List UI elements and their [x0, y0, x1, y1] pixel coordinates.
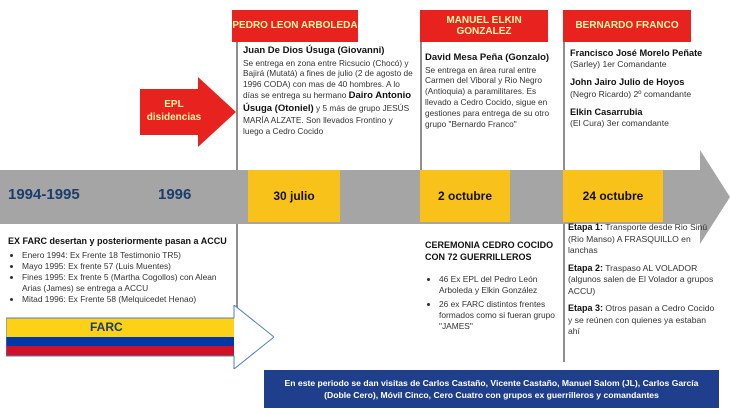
ex-farc-block [8, 236, 234, 305]
header-pedro-label: PEDRO LEON ARBOLEDA [232, 20, 358, 32]
date-30-julio-label: 30 julio [273, 189, 315, 203]
etapa-2 [568, 263, 718, 298]
col2-name: David Mesa Peña (Gonzalo) [425, 52, 550, 63]
date-2-octubre-label: 2 octubre [437, 189, 492, 203]
header-bernardo-label: BERNARDO FRANCO [575, 20, 679, 32]
ceremony-heading: CEREMONIA CEDRO COCIDO CON 72 GUERRILLEROS [425, 240, 554, 262]
list-item: • Enero 1994: Ex Frente 18 Testimonio TR5) [22, 250, 234, 261]
col3-role2: (Negro Ricardo) 2º comandante [570, 88, 692, 99]
etapa-2-label: Etapa 2: [568, 262, 604, 273]
header-manuel-line1: MANUEL ELKIN [446, 14, 522, 26]
col3-name2: John Jairo Julio de Hoyos [570, 77, 685, 88]
ceremony-list [425, 274, 557, 332]
banner-line-1: En este periodo se dan visitas de Carlos Castaño, Vicente Castaño, Manuel Salom (JL), Carlos García [284, 377, 699, 388]
date-box-24-octubre [563, 170, 663, 222]
header-pedro-leon-arboleda [232, 10, 358, 42]
col1-name: Juan De Dios Úsuga (Giovanni) [243, 45, 385, 56]
etapa-3 [568, 303, 718, 338]
list-item: • 46 Ex EPL del Pedro León Arboleda y Elkin González [439, 274, 557, 296]
bottom-info-banner [264, 370, 719, 408]
col3-name3: Elkin Casarrubia [570, 106, 643, 117]
header-bernardo-franco [563, 10, 691, 42]
date-box-30-julio [248, 170, 340, 222]
col1-bold-name: Dairo Antonio Úsuga (Otoniel) [243, 90, 412, 114]
timeline-year-1996: 1996 [158, 186, 192, 203]
col3-name1: Francisco José Morelo Peñate [570, 48, 703, 58]
col1-text1: Se entrega en zona entre Ricsucio (Chocó) y Bajirá (Mutatá) a fines de julio (2 de agosto de 1996 CODA) con mas de 40 hombres. A lo días se entrega su hermano [243, 57, 413, 101]
col3-role3: (El Cura) 3er comandante [570, 118, 669, 129]
etapa-1-text: Transporte desde Rio Sinú (Rio Manso) A FRASQUILLO en lanchas [568, 222, 708, 256]
etapa-1-label: Etapa 1: [568, 222, 604, 232]
etapas-block [568, 222, 718, 338]
banner-line-2: (Doble Cero), Móvil Cinco, Cero Cuatro con grupos ex guerrilleros y comandantes [324, 390, 659, 400]
etapa-3-text: Otros pasan a Cedro Cocido y se reúnen con quienes ya estaban ahí [568, 303, 715, 337]
list-item: • Mayo 1995: Ex frente 57 (Luis Muentes) [22, 261, 234, 272]
header-manuel-line2: GONZALEZ [456, 26, 512, 37]
col2-text: Se entrega en área rural entre Carmen del Viboral y Rio Negro (Antioquia) a paramilitares. Es llevado a Cedro Cocido, sigue en gestiones para entrega de su otro grupo "Bernardo Franco" [425, 64, 550, 130]
col1-text2: y 5 más de grupo JESÚS MARÍA ALZATE. Son llevados Frontino y luego a Cedro Cocido [243, 102, 410, 137]
ceremony-block [425, 240, 557, 332]
list-item: • Fines 1995: Ex frente 5 (Martha Cogollos) con Alean Arias (James) se entrega a ACCU [22, 272, 234, 294]
col3-role1: (Sarley) 1er Comandante [570, 59, 667, 70]
etapa-1 [568, 222, 718, 257]
column-pedro-text [243, 45, 415, 137]
list-item: • 26 ex FARC distintos frentes formados como si fueran grupo "JAMES" [439, 299, 557, 332]
list-item: • Mitad 1996: Ex Frente 58 (Melquicedet Henao) [22, 294, 234, 305]
epl-arrow-label [140, 99, 208, 124]
timeline-year-1994-1995: 1994-1995 [8, 186, 80, 203]
date-24-octubre-label: 24 octubre [582, 189, 644, 203]
epl-arrow-line1: EPL [164, 99, 184, 110]
etapa-3-label: Etapa 3: [568, 303, 604, 314]
ex-farc-heading: EX FARC desertan y posteriormente pasan a ACCU [8, 236, 227, 246]
etapa-2-text: Traspaso AL VOLADOR (algunos salen de El Volador a grupos ACCU) [568, 262, 714, 296]
column-manuel-text [425, 52, 557, 130]
column-bernardo-text [570, 47, 720, 129]
date-box-2-octubre [420, 170, 510, 222]
farc-label: FARC [90, 320, 123, 334]
ex-farc-list [8, 250, 234, 305]
farc-flag-arrow [6, 305, 274, 369]
epl-arrow-line2: disidencias [146, 111, 202, 123]
header-manuel-elkin-gonzalez [420, 10, 548, 42]
